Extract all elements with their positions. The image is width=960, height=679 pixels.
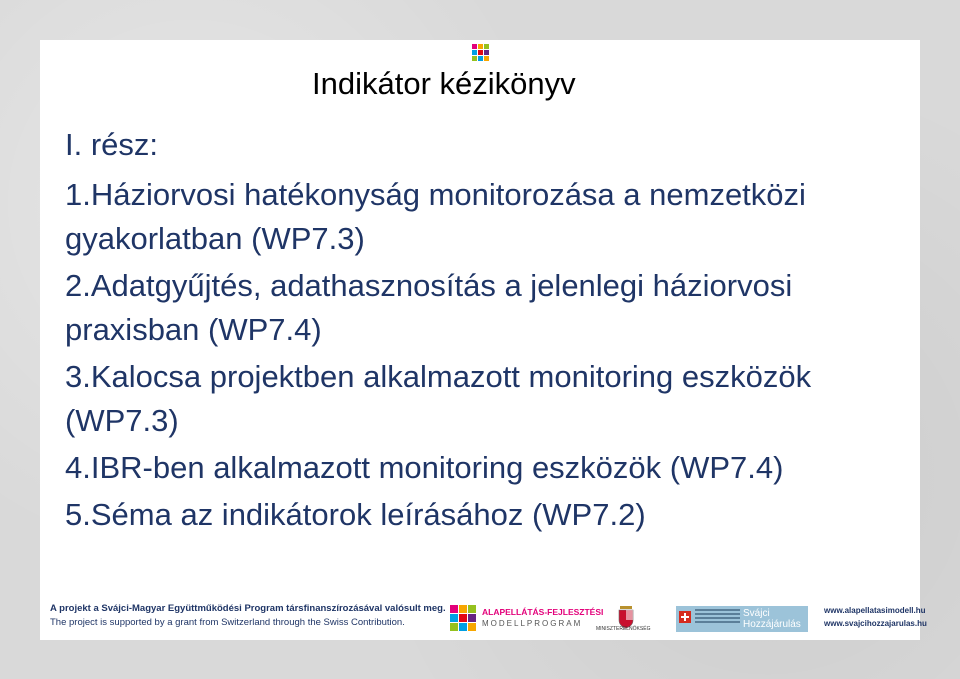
program-logo-icon <box>472 44 489 61</box>
svajci-line1: Svájci <box>743 608 770 619</box>
swiss-fineprint <box>695 609 740 625</box>
alapellatas-logo-icon <box>450 605 476 631</box>
swiss-contribution-logo <box>676 606 808 632</box>
page-title: Indikátor kézikönyv <box>312 66 576 101</box>
footer-hu-text: A projekt a Svájci-Magyar Együttműködési Program társfinanszírozásával valósult meg. <box>50 603 446 614</box>
list-item: 3.Kalocsa projektben alkalmazott monitoring eszközök (WP7.3) <box>65 359 812 438</box>
section-label: I. rész: <box>65 127 159 162</box>
svajci-line2: Hozzájárulás <box>743 619 801 630</box>
alapellatas-line2: MODELLPROGRAM <box>482 619 583 628</box>
footer-credits <box>50 602 446 630</box>
url-alapellatas[interactable]: www.alapellatasimodell.hu <box>824 606 926 615</box>
slide <box>40 40 920 640</box>
footer-en-text: The project is supported by a grant from Switzerland through the Swiss Contribution. <box>50 617 405 628</box>
svajci-label <box>743 608 801 630</box>
list-item: 1.Háziorvosi hatékonyság monitorozása a nemzetközi gyakorlatban (WP7.3) <box>65 177 806 256</box>
swiss-flag-icon <box>679 611 691 623</box>
alapellatas-line1: ALAPELLÁTÁS-FEJLESZTÉSI <box>482 607 604 617</box>
list-item: 4.IBR-ben alkalmazott monitoring eszközök (WP7.4) <box>65 450 784 485</box>
footer <box>40 600 927 640</box>
list-item: 2.Adatgyűjtés, adathasznosítás a jelenlegi háziorvosi praxisban (WP7.4) <box>65 268 793 347</box>
ministry-label: MINISZTERELNÖKSÉG <box>596 626 651 632</box>
footer-urls <box>824 604 927 630</box>
item-list <box>65 173 915 540</box>
alapellatas-wordmark <box>482 606 603 630</box>
url-svajci[interactable]: www.svajcihozzajarulas.hu <box>824 619 927 628</box>
list-item: 5.Séma az indikátorok leírásához (WP7.2) <box>65 497 646 532</box>
